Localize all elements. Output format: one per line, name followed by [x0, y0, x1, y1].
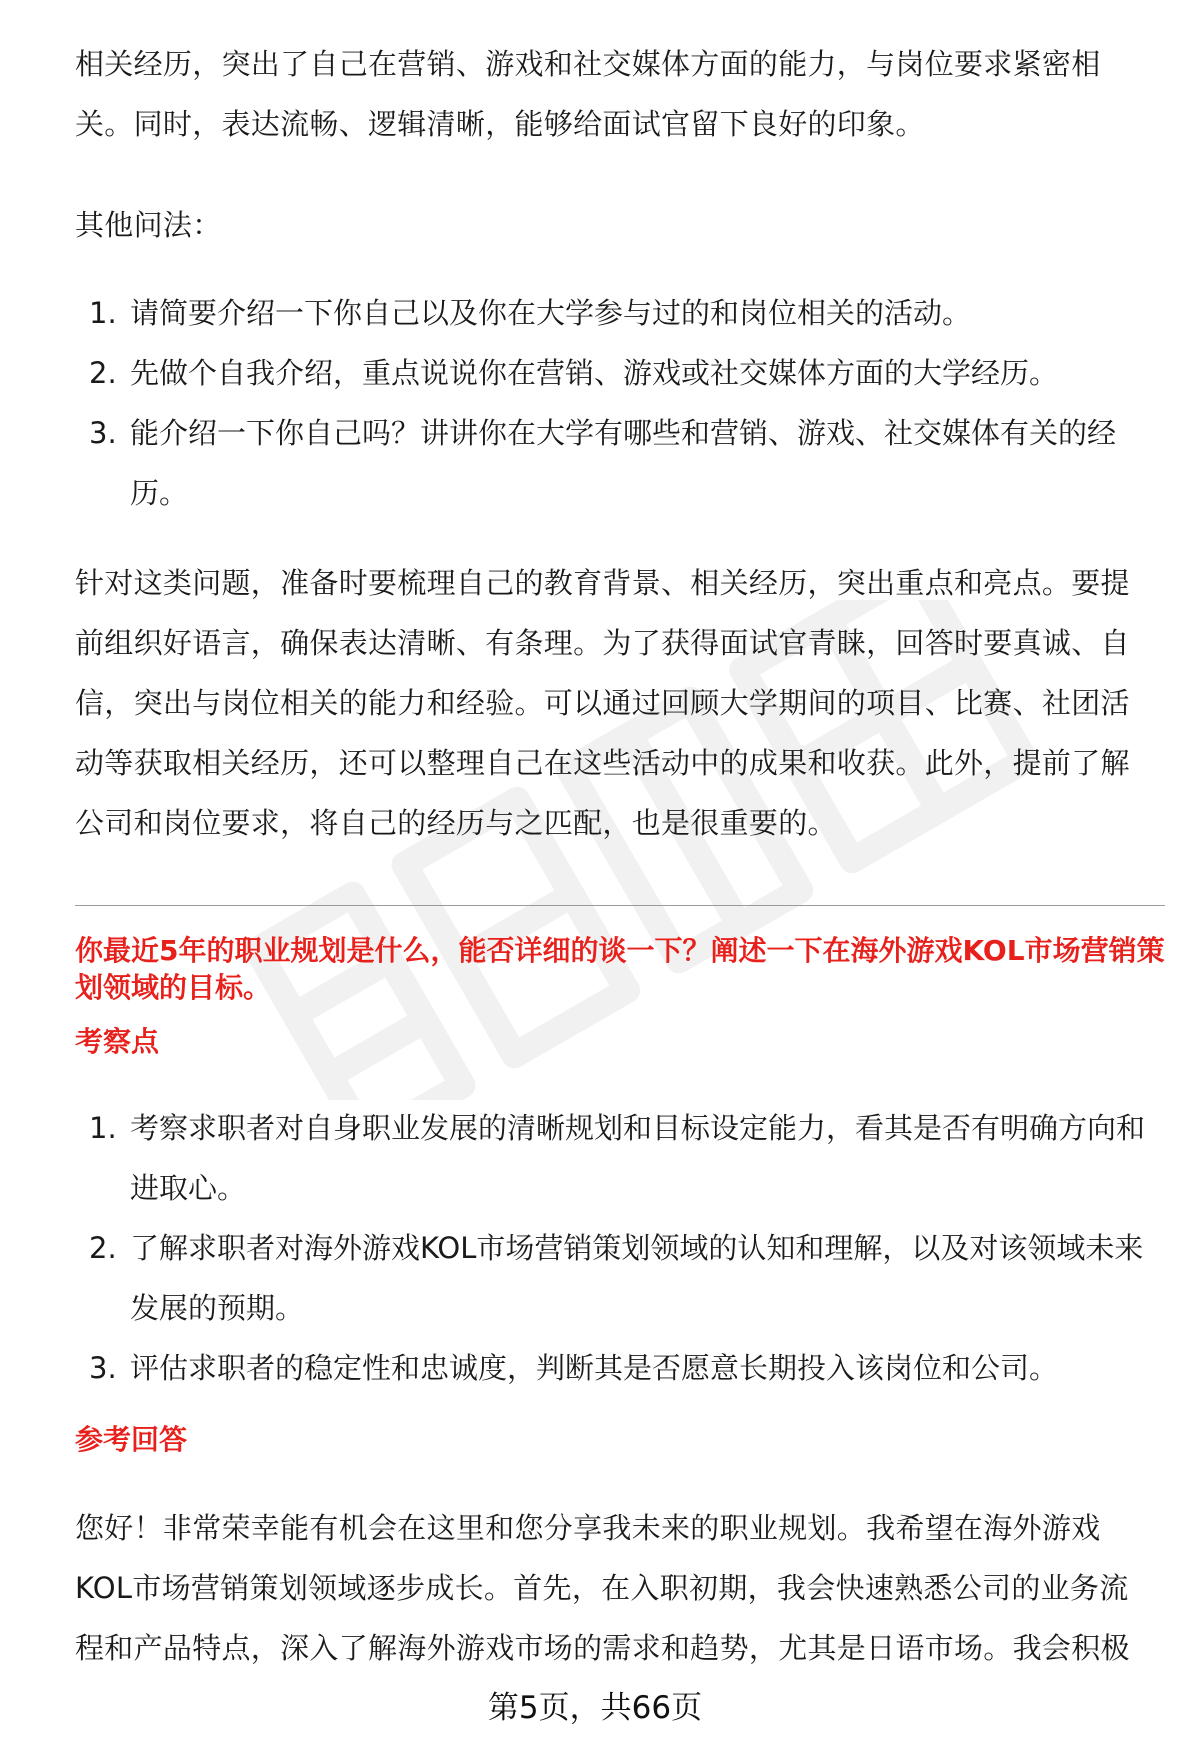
- list-item-text: 请简要介绍一下你自己以及你在大学参与过的和岗位相关的活动。: [130, 296, 972, 330]
- other-questions-label: 其他问法：: [75, 208, 222, 242]
- list-item-number: 2.: [89, 1231, 117, 1265]
- page-number: 第5页，共66页: [487, 1690, 703, 1726]
- list-item: [75, 403, 1155, 523]
- list-item: [75, 1098, 1155, 1218]
- list-item: [75, 343, 1155, 403]
- list-item-text: 考察求职者对自身职业发展的清晰规划和目标设定能力，看其是否有明确方向和进取心。: [130, 1111, 1146, 1205]
- list-item: [75, 1218, 1155, 1338]
- advice-paragraph: 针对这类问题，准备时要梳理自己的教育背景、相关经历，突出重点和亮点。要提前组织好语言，确保表达清晰、有条理。为了获得面试官青睐，回答时要真诚、自信，突出与岗位相关的能力和经验。可以通过回顾大学期间的项目、比赛、社团活动等获取相关经历，还可以整理自己在这些活动中的成果和收获。此外，提前了解公司和岗位要求，将自己的经历与之匹配，也是很重要的。: [75, 566, 1130, 840]
- list-item: [75, 283, 1155, 343]
- list-item-number: 2.: [89, 356, 117, 390]
- list-item-number: 1.: [89, 1111, 117, 1145]
- section-divider: [75, 905, 1165, 906]
- reference-answer-paragraph: 您好！非常荣幸能有机会在这里和您分享我未来的职业规划。我希望在海外游戏KOL市场营销策划领域逐步成长。首先，在入职初期，我会快速熟悉公司的业务流程和产品特点，深入了解海外游戏市场的需求和趋势，尤其是日语市场。我会积极: [75, 1511, 1130, 1665]
- assessment-list: [75, 1098, 1155, 1398]
- list-item-text: 先做个自我介绍，重点说说你在营销、游戏或社交媒体方面的大学经历。: [130, 356, 1059, 390]
- intro-paragraph: 相关经历，突出了自己在营销、游戏和社交媒体方面的能力，与岗位要求紧密相关。同时，表达流畅、逻辑清晰，能够给面试官留下良好的印象。: [75, 47, 1101, 141]
- list-item-number: 3.: [89, 416, 117, 450]
- reference-answer-label: 参考回答: [75, 1423, 188, 1456]
- list-item: [75, 1338, 1155, 1398]
- other-questions-list: [75, 283, 1155, 523]
- list-item-number: 1.: [89, 296, 117, 330]
- list-item-number: 3.: [89, 1351, 117, 1385]
- list-item-text: 了解求职者对海外游戏KOL市场营销策划领域的认知和理解，以及对该领域未来发展的预期。: [130, 1231, 1144, 1325]
- list-item-text: 能介绍一下你自己吗？讲讲你在大学有哪些和营销、游戏、社交媒体有关的经历。: [130, 416, 1117, 510]
- assessment-label: 考察点: [75, 1025, 160, 1058]
- list-item-text: 评估求职者的稳定性和忠诚度，判断其是否愿意长期投入该岗位和公司。: [130, 1351, 1059, 1385]
- question-title: 你最近5年的职业规划是什么，能否详细的谈一下？阐述一下在海外游戏KOL市场营销策划领域的目标。: [75, 934, 1165, 1004]
